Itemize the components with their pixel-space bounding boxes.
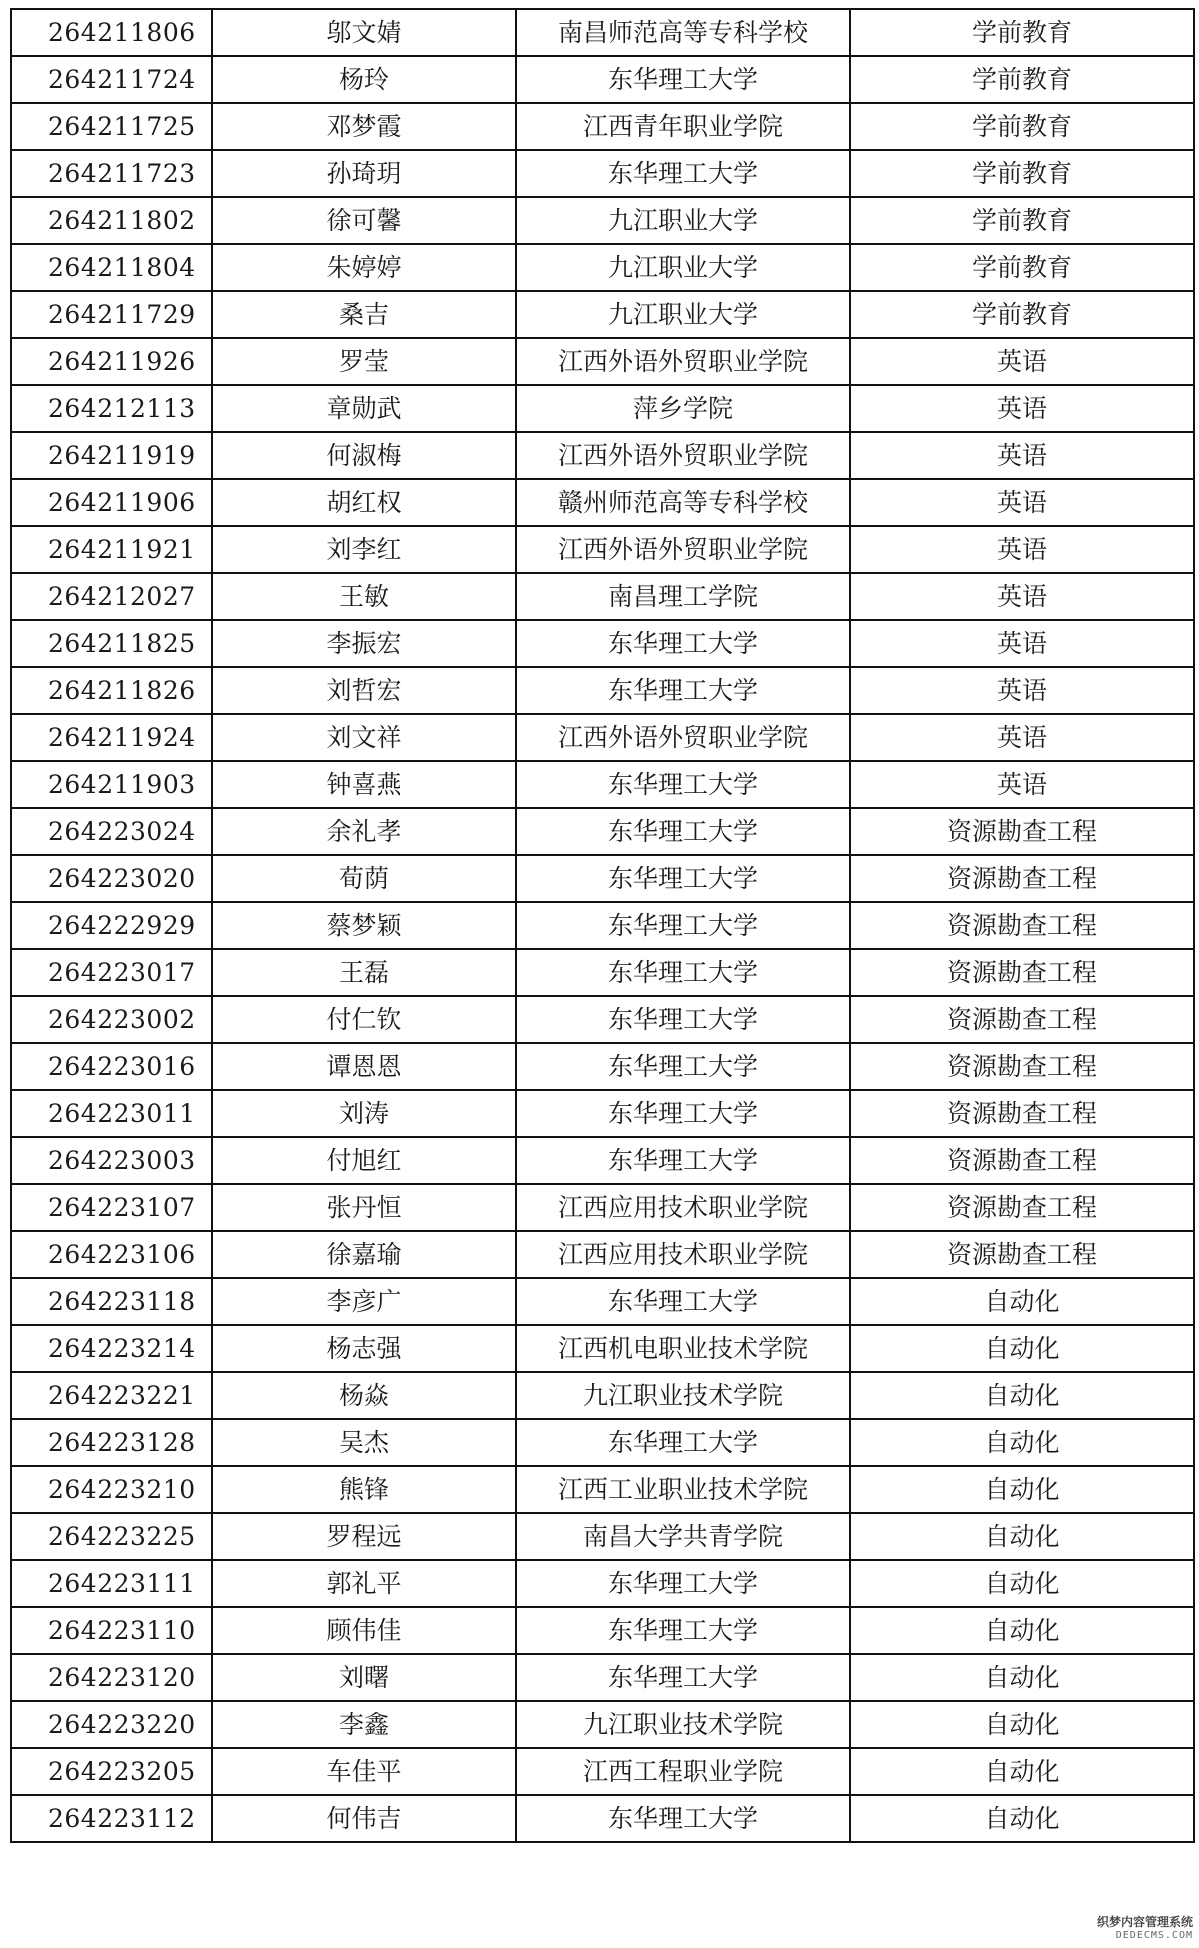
school-cell: 江西应用技术职业学院	[516, 1231, 850, 1278]
major-cell: 学前教育	[850, 291, 1194, 338]
name-cell: 罗程远	[212, 1513, 516, 1560]
table-row	[11, 432, 1194, 479]
exam-id-cell: 264211926	[11, 338, 212, 385]
school-cell: 东华理工大学	[516, 150, 850, 197]
school-cell: 东华理工大学	[516, 1090, 850, 1137]
name-cell: 桑吉	[212, 291, 516, 338]
school-cell: 东华理工大学	[516, 56, 850, 103]
table-row	[11, 714, 1194, 761]
major-cell: 资源勘查工程	[850, 902, 1194, 949]
major-cell: 自动化	[850, 1654, 1194, 1701]
major-cell: 资源勘查工程	[850, 1090, 1194, 1137]
table-row	[11, 1607, 1194, 1654]
name-cell: 刘涛	[212, 1090, 516, 1137]
table-row	[11, 1654, 1194, 1701]
name-cell: 余礼孝	[212, 808, 516, 855]
name-cell: 何淑梅	[212, 432, 516, 479]
name-cell: 李鑫	[212, 1701, 516, 1748]
table-row	[11, 338, 1194, 385]
table-row	[11, 808, 1194, 855]
table-row	[11, 1795, 1194, 1842]
school-cell: 东华理工大学	[516, 808, 850, 855]
school-cell: 东华理工大学	[516, 1278, 850, 1325]
table-row	[11, 244, 1194, 291]
major-cell: 资源勘查工程	[850, 1043, 1194, 1090]
school-cell: 九江职业技术学院	[516, 1372, 850, 1419]
major-cell: 自动化	[850, 1701, 1194, 1748]
major-cell: 资源勘查工程	[850, 949, 1194, 996]
exam-id-cell: 264223221	[11, 1372, 212, 1419]
exam-id-cell: 264211924	[11, 714, 212, 761]
major-cell: 资源勘查工程	[850, 808, 1194, 855]
table-row	[11, 1701, 1194, 1748]
school-cell: 南昌理工学院	[516, 573, 850, 620]
name-cell: 吴杰	[212, 1419, 516, 1466]
major-cell: 资源勘查工程	[850, 1231, 1194, 1278]
table-row	[11, 1090, 1194, 1137]
name-cell: 张丹恒	[212, 1184, 516, 1231]
major-cell: 自动化	[850, 1419, 1194, 1466]
exam-id-cell: 264223120	[11, 1654, 212, 1701]
exam-id-cell: 264223106	[11, 1231, 212, 1278]
name-cell: 邓梦霞	[212, 103, 516, 150]
exam-id-cell: 264211802	[11, 197, 212, 244]
table-row	[11, 1278, 1194, 1325]
table-row	[11, 1325, 1194, 1372]
table-row	[11, 1466, 1194, 1513]
exam-id-cell: 264222929	[11, 902, 212, 949]
school-cell: 江西机电职业技术学院	[516, 1325, 850, 1372]
school-cell: 南昌大学共青学院	[516, 1513, 850, 1560]
exam-id-cell: 264223214	[11, 1325, 212, 1372]
name-cell: 章勋武	[212, 385, 516, 432]
exam-id-cell: 264223016	[11, 1043, 212, 1090]
exam-id-cell: 264223107	[11, 1184, 212, 1231]
major-cell: 学前教育	[850, 244, 1194, 291]
name-cell: 王敏	[212, 573, 516, 620]
school-cell: 东华理工大学	[516, 1560, 850, 1607]
school-cell: 东华理工大学	[516, 667, 850, 714]
name-cell: 刘曙	[212, 1654, 516, 1701]
exam-id-cell: 264223011	[11, 1090, 212, 1137]
school-cell: 九江职业技术学院	[516, 1701, 850, 1748]
table-row	[11, 103, 1194, 150]
table-row	[11, 1748, 1194, 1795]
school-cell: 江西外语外贸职业学院	[516, 338, 850, 385]
school-cell: 东华理工大学	[516, 1795, 850, 1842]
name-cell: 杨志强	[212, 1325, 516, 1372]
name-cell: 杨焱	[212, 1372, 516, 1419]
table-row	[11, 855, 1194, 902]
table-row	[11, 1137, 1194, 1184]
results-table-container	[10, 8, 1193, 1843]
school-cell: 江西外语外贸职业学院	[516, 526, 850, 573]
name-cell: 朱婷婷	[212, 244, 516, 291]
name-cell: 荀荫	[212, 855, 516, 902]
name-cell: 孙琦玥	[212, 150, 516, 197]
exam-id-cell: 264211825	[11, 620, 212, 667]
exam-id-cell: 264223003	[11, 1137, 212, 1184]
school-cell: 东华理工大学	[516, 1607, 850, 1654]
name-cell: 熊锋	[212, 1466, 516, 1513]
name-cell: 杨玲	[212, 56, 516, 103]
name-cell: 谭恩恩	[212, 1043, 516, 1090]
name-cell: 徐可馨	[212, 197, 516, 244]
major-cell: 英语	[850, 385, 1194, 432]
school-cell: 江西青年职业学院	[516, 103, 850, 150]
table-row	[11, 1513, 1194, 1560]
exam-id-cell: 264211806	[11, 9, 212, 56]
exam-id-cell: 264211729	[11, 291, 212, 338]
exam-id-cell: 264223205	[11, 1748, 212, 1795]
major-cell: 资源勘查工程	[850, 1184, 1194, 1231]
major-cell: 英语	[850, 573, 1194, 620]
major-cell: 学前教育	[850, 56, 1194, 103]
school-cell: 东华理工大学	[516, 620, 850, 667]
major-cell: 学前教育	[850, 9, 1194, 56]
table-row	[11, 761, 1194, 808]
table-row	[11, 667, 1194, 714]
major-cell: 英语	[850, 667, 1194, 714]
table-row	[11, 1043, 1194, 1090]
watermark-title: 织梦内容管理系统	[1096, 1915, 1193, 1929]
table-body	[11, 9, 1194, 1842]
school-cell: 东华理工大学	[516, 949, 850, 996]
name-cell: 刘李红	[212, 526, 516, 573]
school-cell: 江西应用技术职业学院	[516, 1184, 850, 1231]
table-row	[11, 1231, 1194, 1278]
school-cell: 九江职业大学	[516, 291, 850, 338]
major-cell: 资源勘查工程	[850, 1137, 1194, 1184]
name-cell: 王磊	[212, 949, 516, 996]
major-cell: 英语	[850, 338, 1194, 385]
exam-id-cell: 264223002	[11, 996, 212, 1043]
table-row	[11, 291, 1194, 338]
exam-id-cell: 264212027	[11, 573, 212, 620]
school-cell: 东华理工大学	[516, 1419, 850, 1466]
name-cell: 车佳平	[212, 1748, 516, 1795]
school-cell: 东华理工大学	[516, 902, 850, 949]
name-cell: 钟喜燕	[212, 761, 516, 808]
major-cell: 自动化	[850, 1325, 1194, 1372]
exam-id-cell: 264223110	[11, 1607, 212, 1654]
exam-id-cell: 264211921	[11, 526, 212, 573]
name-cell: 郭礼平	[212, 1560, 516, 1607]
table-row	[11, 197, 1194, 244]
school-cell: 南昌师范高等专科学校	[516, 9, 850, 56]
exam-id-cell: 264223118	[11, 1278, 212, 1325]
exam-id-cell: 264211919	[11, 432, 212, 479]
major-cell: 自动化	[850, 1372, 1194, 1419]
name-cell: 付旭红	[212, 1137, 516, 1184]
name-cell: 李振宏	[212, 620, 516, 667]
table-row	[11, 1560, 1194, 1607]
exam-id-cell: 264211826	[11, 667, 212, 714]
table-row	[11, 1372, 1194, 1419]
name-cell: 徐嘉瑜	[212, 1231, 516, 1278]
name-cell: 付仁钦	[212, 996, 516, 1043]
school-cell: 东华理工大学	[516, 1137, 850, 1184]
table-row	[11, 902, 1194, 949]
table-row	[11, 526, 1194, 573]
major-cell: 英语	[850, 620, 1194, 667]
table-row	[11, 949, 1194, 996]
exam-id-cell: 264223210	[11, 1466, 212, 1513]
school-cell: 东华理工大学	[516, 1043, 850, 1090]
exam-id-cell: 264211903	[11, 761, 212, 808]
major-cell: 英语	[850, 432, 1194, 479]
name-cell: 胡红权	[212, 479, 516, 526]
major-cell: 自动化	[850, 1513, 1194, 1560]
exam-id-cell: 264223112	[11, 1795, 212, 1842]
table-row	[11, 1419, 1194, 1466]
exam-id-cell: 264211723	[11, 150, 212, 197]
major-cell: 学前教育	[850, 197, 1194, 244]
name-cell: 罗莹	[212, 338, 516, 385]
name-cell: 顾伟佳	[212, 1607, 516, 1654]
major-cell: 资源勘查工程	[850, 855, 1194, 902]
exam-id-cell: 264223225	[11, 1513, 212, 1560]
major-cell: 自动化	[850, 1748, 1194, 1795]
major-cell: 学前教育	[850, 150, 1194, 197]
school-cell: 江西工业职业技术学院	[516, 1466, 850, 1513]
major-cell: 资源勘查工程	[850, 996, 1194, 1043]
exam-id-cell: 264211724	[11, 56, 212, 103]
major-cell: 自动化	[850, 1560, 1194, 1607]
exam-id-cell: 264212113	[11, 385, 212, 432]
major-cell: 学前教育	[850, 103, 1194, 150]
table-row	[11, 150, 1194, 197]
school-cell: 东华理工大学	[516, 1654, 850, 1701]
name-cell: 刘哲宏	[212, 667, 516, 714]
exam-id-cell: 264223020	[11, 855, 212, 902]
exam-id-cell: 264223017	[11, 949, 212, 996]
table-row	[11, 573, 1194, 620]
name-cell: 蔡梦颖	[212, 902, 516, 949]
name-cell: 刘文祥	[212, 714, 516, 761]
major-cell: 自动化	[850, 1607, 1194, 1654]
school-cell: 萍乡学院	[516, 385, 850, 432]
exam-id-cell: 264223024	[11, 808, 212, 855]
exam-id-cell: 264223220	[11, 1701, 212, 1748]
major-cell: 英语	[850, 761, 1194, 808]
school-cell: 东华理工大学	[516, 996, 850, 1043]
school-cell: 江西工程职业学院	[516, 1748, 850, 1795]
school-cell: 江西外语外贸职业学院	[516, 432, 850, 479]
table-row	[11, 56, 1194, 103]
table-row	[11, 479, 1194, 526]
school-cell: 东华理工大学	[516, 855, 850, 902]
school-cell: 东华理工大学	[516, 761, 850, 808]
exam-id-cell: 264211906	[11, 479, 212, 526]
name-cell: 何伟吉	[212, 1795, 516, 1842]
table-row	[11, 620, 1194, 667]
major-cell: 自动化	[850, 1466, 1194, 1513]
school-cell: 江西外语外贸职业学院	[516, 714, 850, 761]
school-cell: 九江职业大学	[516, 197, 850, 244]
table-row	[11, 9, 1194, 56]
major-cell: 自动化	[850, 1795, 1194, 1842]
name-cell: 邬文婧	[212, 9, 516, 56]
school-cell: 九江职业大学	[516, 244, 850, 291]
exam-id-cell: 264211804	[11, 244, 212, 291]
major-cell: 英语	[850, 526, 1194, 573]
school-cell: 赣州师范高等专科学校	[516, 479, 850, 526]
results-table	[10, 8, 1195, 1843]
major-cell: 英语	[850, 479, 1194, 526]
major-cell: 英语	[850, 714, 1194, 761]
name-cell: 李彦广	[212, 1278, 516, 1325]
table-row	[11, 385, 1194, 432]
watermark-domain: DEDECMS.COM	[1115, 1930, 1193, 1941]
exam-id-cell: 264223111	[11, 1560, 212, 1607]
exam-id-cell: 264223128	[11, 1419, 212, 1466]
site-watermark	[1089, 1915, 1193, 1945]
major-cell: 自动化	[850, 1278, 1194, 1325]
exam-id-cell: 264211725	[11, 103, 212, 150]
table-row	[11, 996, 1194, 1043]
table-row	[11, 1184, 1194, 1231]
